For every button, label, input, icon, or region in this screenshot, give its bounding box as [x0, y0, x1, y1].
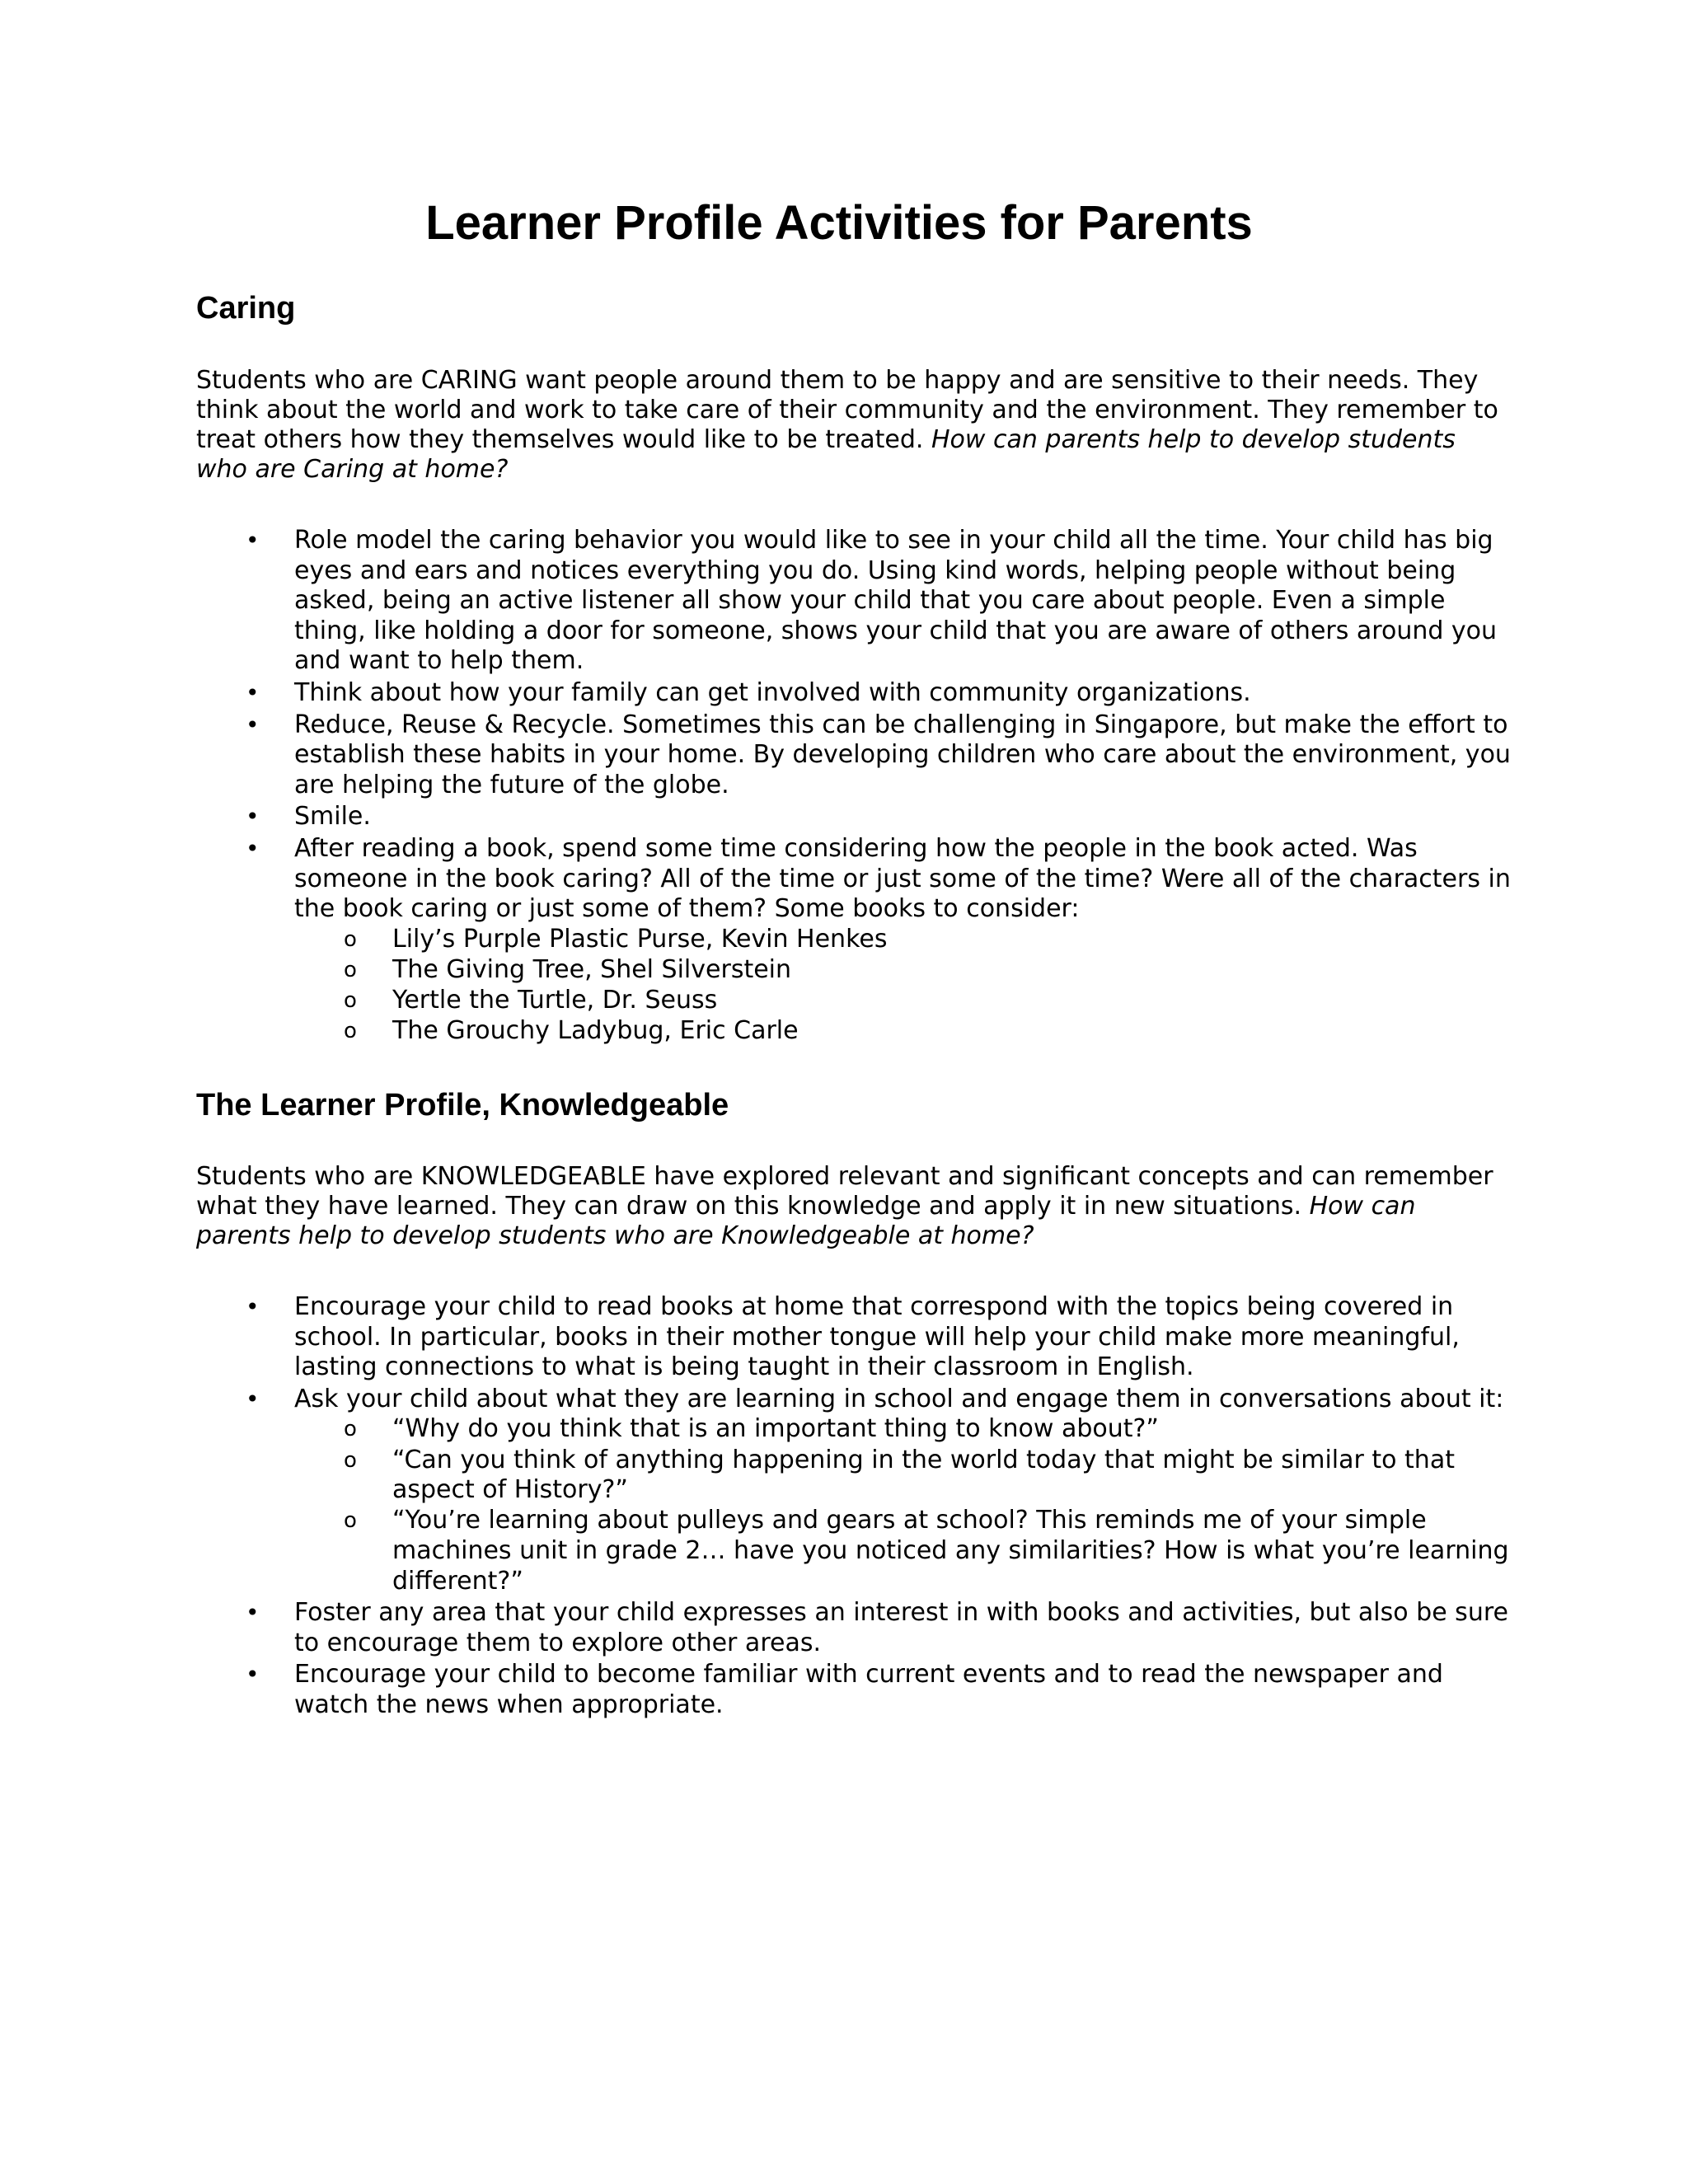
question-text: “Why do you think that is an important thing to know about?” [392, 1414, 1159, 1444]
circle-bullet-icon: o [344, 1019, 357, 1044]
list-item-text: Foster any area that your child expresses an interest in with books and activities, but also be sure to encourage them to explore other areas. [294, 1598, 1508, 1657]
caring-intro-text: Students who are CARING want people around them to be happy and are sensitive to their needs. They think about the world and work to take care of their community and the environment. They remember to treat others how they themselves would like to be treated. [196, 366, 1498, 454]
list-item [196, 834, 1515, 1047]
knowledgeable-intro-text: Students who are KNOWLEDGEABLE have explored relevant and significant concepts and can remember what they have learned. They can draw on this knowledge and apply it in new situations. [196, 1162, 1493, 1221]
bullet-icon: • [246, 1385, 260, 1413]
list-item-text: Role model the caring behavior you would like to see in your child all the time. Your child has big eyes and ears and notices everything you do. Using kind words, helping people without being asked, being an active listener all show your child that you care about people. Even a simple thing, like holding a door for someone, shows your child that you are aware of others around you and want to help them. [294, 526, 1498, 676]
list-item [196, 1660, 1515, 1720]
circle-bullet-icon: o [344, 1508, 357, 1534]
bullet-icon: • [246, 1661, 260, 1689]
circle-bullet-icon: o [344, 988, 357, 1014]
book-item [294, 925, 1515, 955]
list-item [196, 710, 1515, 801]
list-item-text: Think about how your family can get involved with community organizations. [294, 677, 1251, 707]
caring-intro-paragraph [196, 366, 1498, 485]
section-heading-caring: Caring [196, 291, 296, 326]
section-heading-knowledgeable: The Learner Profile, Knowledgeable [196, 1088, 729, 1122]
caring-bullet-list [196, 526, 1515, 1048]
book-list [294, 925, 1515, 1047]
circle-bullet-icon: o [344, 1447, 357, 1473]
list-item-text: After reading a book, spend some time considering how the people in the book acted. Was someone in the book caring? All of the time or just some of the time? Were all of the characters in the book caring or just some of them? Some books to consider: [294, 833, 1511, 924]
bullet-icon: • [246, 1599, 260, 1627]
list-item-text: Encourage your child to become familiar with current events and to read the newspaper and watch the news when appropriate. [294, 1660, 1443, 1719]
question-text: “You’re learning about pulleys and gears at school? This reminds me of your simple machines unit in grade 2… have you noticed any similarities? How is what you’re learning different?” [392, 1506, 1509, 1596]
circle-bullet-icon: o [344, 1417, 357, 1442]
bullet-icon: • [246, 527, 260, 554]
question-item [294, 1506, 1515, 1596]
list-item [196, 678, 1515, 709]
knowledgeable-intro-question: How can parents help to develop students who are Knowledgeable at home? [196, 1192, 1416, 1250]
book-title: Lily’s Purple Plastic Purse, Kevin Henkes [392, 924, 888, 954]
list-item-text: Reduce, Reuse & Recycle. Sometimes this can be challenging in Singapore, but make the effort to establish these habits in your home. By developing children who care about the environment, you are helping the future of the globe. [294, 710, 1511, 799]
question-text: “Can you think of anything happening in the world today that might be similar to that aspect of History?” [392, 1445, 1455, 1505]
list-item [196, 526, 1515, 677]
question-item [294, 1414, 1515, 1445]
document-title: Learner Profile Activities for Parents [425, 196, 1253, 250]
list-item-text: Ask your child about what they are learning in school and engage them in conversations about it: [294, 1384, 1504, 1413]
list-item-text: Smile. [294, 802, 371, 832]
caring-intro-question: How can parents help to develop students who are Caring at home? [196, 425, 1456, 484]
bullet-icon: • [246, 678, 260, 706]
list-item-text: Encourage your child to read books at home that correspond with the topics being covered in school. In particular, books in their mother tongue will help your child make more meaningful, lasting connections to what is being taught in their classroom in English. [294, 1292, 1460, 1382]
book-item [294, 1016, 1515, 1047]
list-item [196, 802, 1515, 832]
circle-bullet-icon: o [344, 957, 357, 982]
bullet-icon: • [246, 803, 260, 831]
question-item [294, 1446, 1515, 1506]
circle-bullet-icon: o [344, 926, 357, 952]
bullet-icon: • [246, 834, 260, 862]
book-item [294, 986, 1515, 1016]
list-item [196, 1598, 1515, 1658]
bullet-icon: • [246, 1293, 260, 1320]
list-item [196, 1292, 1515, 1383]
book-title: Yertle the Turtle, Dr. Seuss [392, 986, 718, 1015]
bullet-icon: • [246, 710, 260, 738]
book-title: The Grouchy Ladybug, Eric Carle [392, 1016, 799, 1046]
knowledgeable-bullet-list [196, 1292, 1515, 1722]
book-title: The Giving Tree, Shel Silverstein [392, 954, 792, 984]
book-item [294, 955, 1515, 986]
knowledgeable-intro-paragraph [196, 1162, 1498, 1251]
question-list [294, 1414, 1515, 1596]
list-item [196, 1385, 1515, 1596]
